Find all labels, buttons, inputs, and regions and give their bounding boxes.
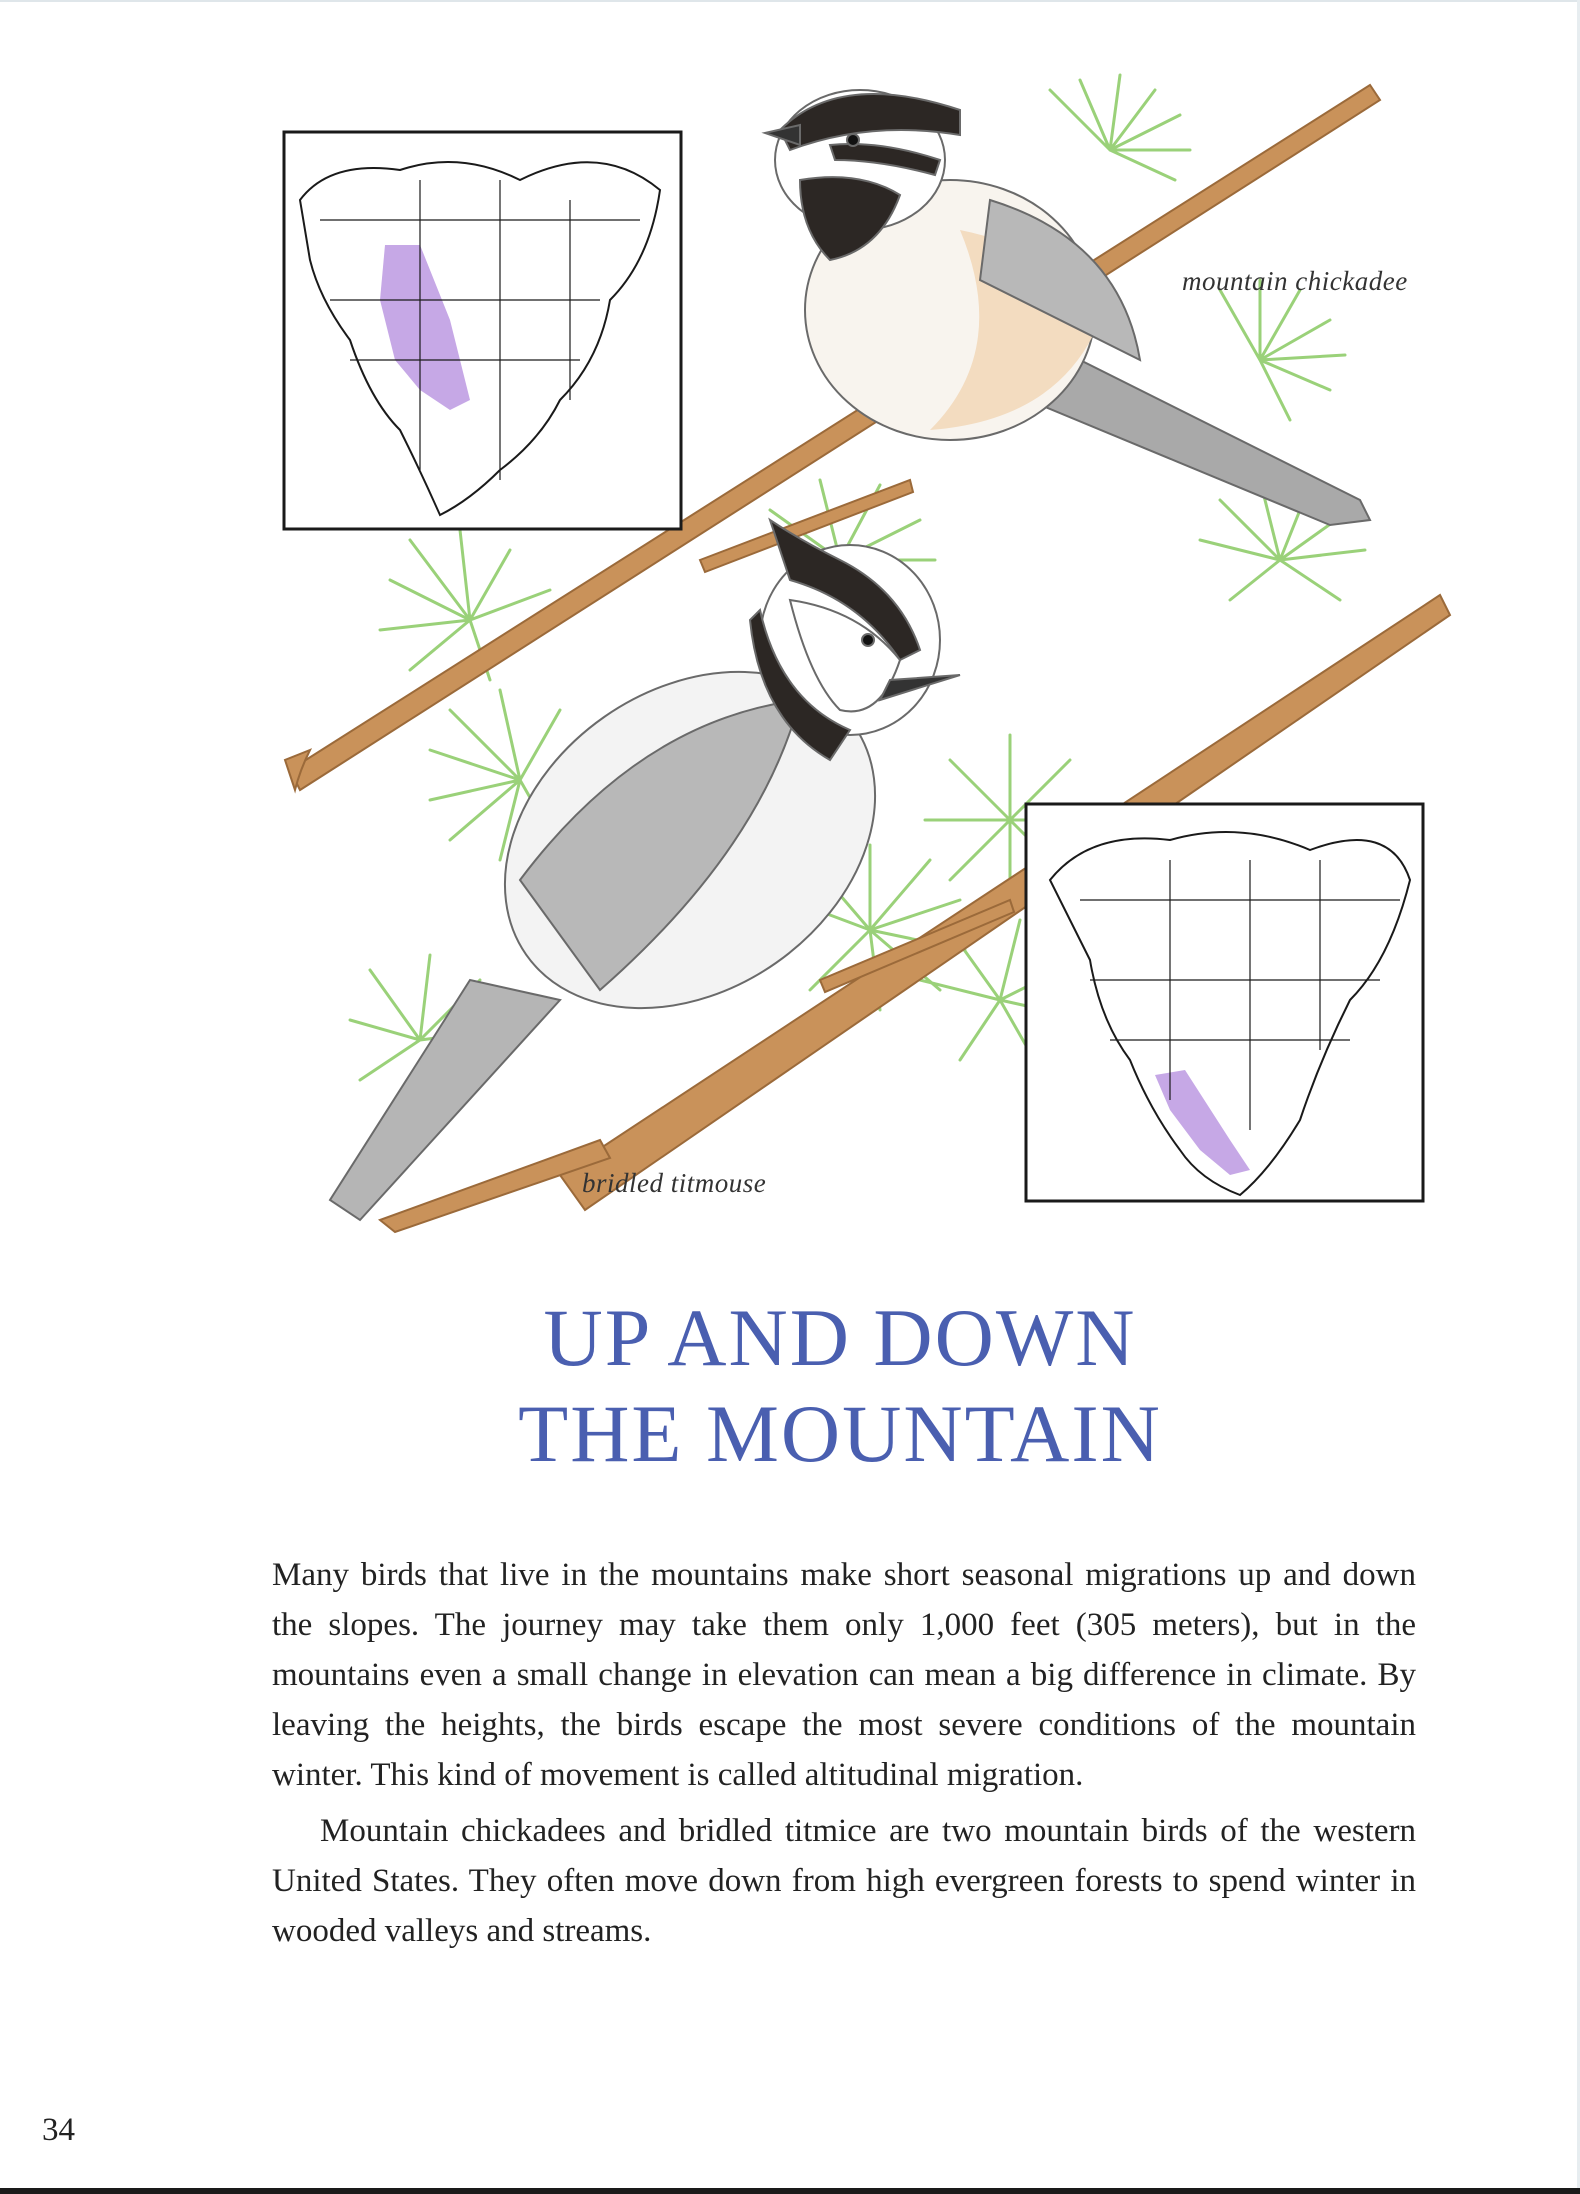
page-number: 34 bbox=[42, 2112, 75, 2148]
caption-bridled-titmouse: bridled titmouse bbox=[582, 1168, 767, 1198]
range-map-mountain-chickadee bbox=[284, 132, 681, 529]
paragraph-2: Mountain chickadees and bridled titmice are two mountain birds of the western United States. They often move down from high evergreen forests to spend winter in wooded valleys and streams. bbox=[272, 1813, 1416, 1949]
title-line-2: THE MOUNTAIN bbox=[518, 1388, 1162, 1479]
body-text bbox=[272, 1550, 1416, 1956]
caption-mountain-chickadee: mountain chickadee bbox=[1182, 266, 1408, 296]
title-line-1: UP AND DOWN bbox=[543, 1292, 1137, 1383]
page-title bbox=[0, 1290, 1580, 1482]
range-map-bridled-titmouse bbox=[1026, 804, 1423, 1201]
page-bottom-edge bbox=[0, 2188, 1580, 2194]
paragraph-1: Many birds that live in the mountains make short seasonal migrations up and down the slopes. The journey may take them only 1,000 feet (305 meters), but in the mountains even a small change in elevation can mean a big difference in climate. By leaving the heights, the birds escape the most severe conditions of the mountain winter. This kind of movement is called altitudinal migration. bbox=[272, 1557, 1416, 1793]
